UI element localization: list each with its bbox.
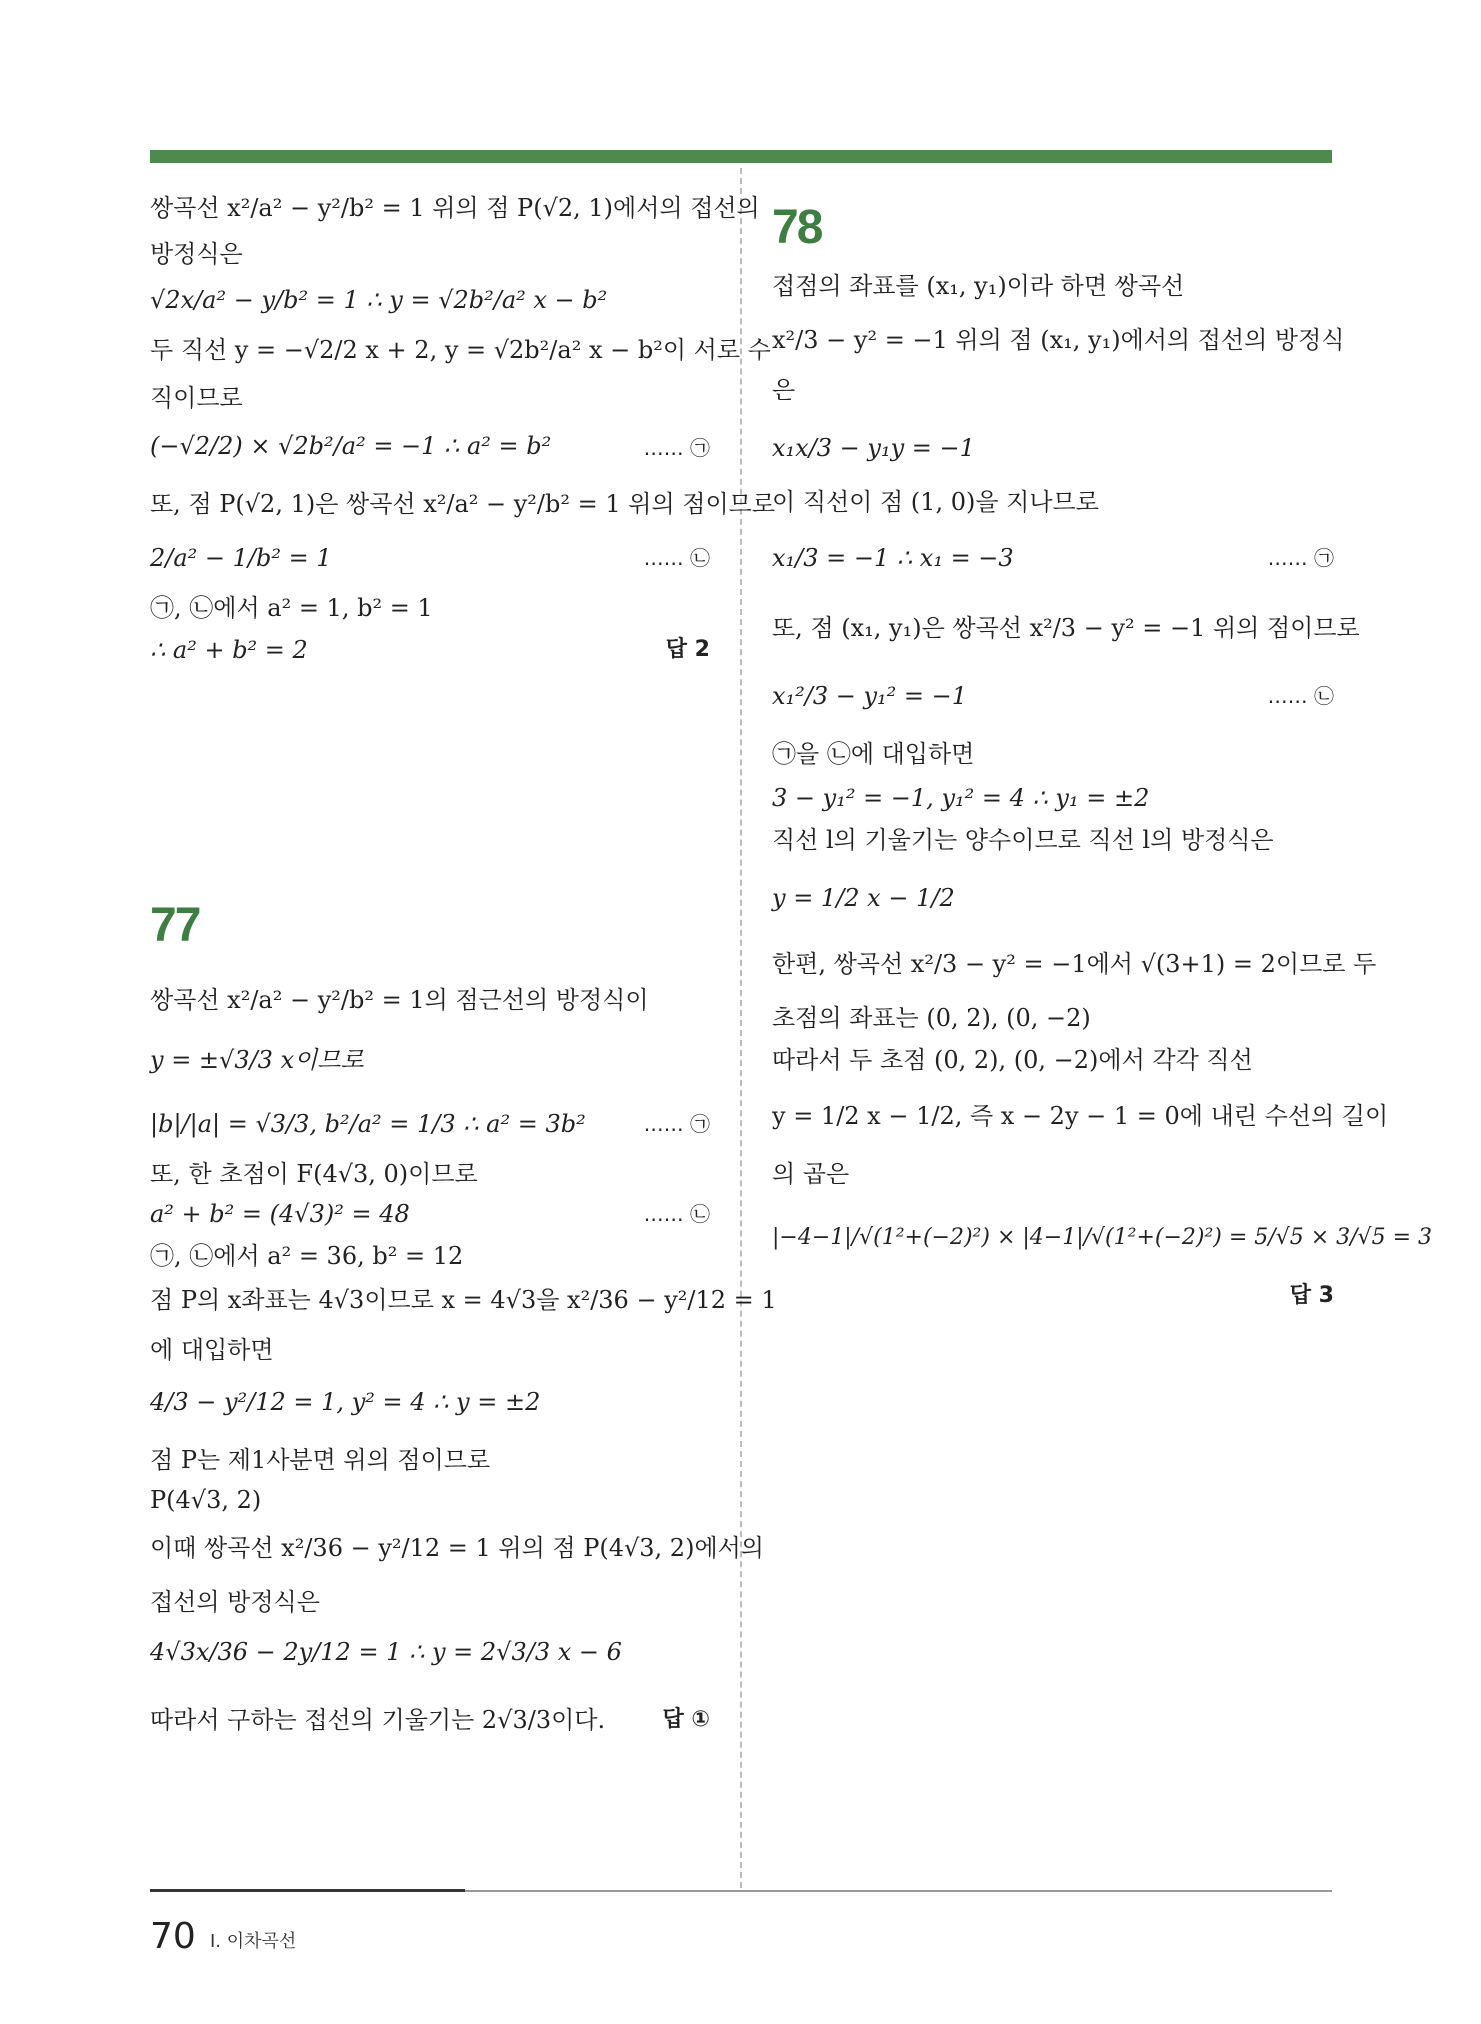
solution-line: x₁x/3 − y₁y = −1 [772,434,975,462]
solution-line: 2/a² − 1/b² = 1 [150,544,332,572]
solution-line: a² + b² = (4√3)² = 48 [150,1200,410,1228]
solution-line: |b|/|a| = √3/3, b²/a² = 1/3 ∴ a² = 3b² [150,1110,586,1138]
solution-line: ㉠을 ㉡에 대입하면 [772,740,975,768]
solution-line: 점 P는 제1사분면 위의 점이므로 [150,1446,491,1474]
answer-label: 답 2 [665,637,710,662]
solution-line: 초점의 좌표는 (0, 2), (0, −2) [772,1004,1091,1032]
solution-line: 이때 쌍곡선 x²/36 − y²/12 = 1 위의 점 P(4√3, 2)에서의 [150,1534,764,1562]
solution-line: 4/3 − y²/12 = 1, y² = 4 ∴ y = ±2 [150,1388,541,1416]
solution-line: x²/3 − y² = −1 위의 점 (x₁, y₁)에서의 접선의 방정식 [772,326,1345,354]
solution-line: 따라서 두 초점 (0, 2), (0, −2)에서 각각 직선 [772,1046,1253,1074]
solution-line: 점 P의 x좌표는 4√3이므로 x = 4√3을 x²/36 − y²/12 = 1 [150,1286,777,1314]
equation-tag: …… ㉡ [643,1202,710,1226]
solution-line: 접선의 방정식은 [150,1588,320,1616]
solution-line: 직이므로 [150,384,243,412]
header-accent-bar [150,150,1332,163]
footer-rule-accent [150,1889,465,1892]
solution-line: y = ±√3/3 x이므로 [150,1046,364,1074]
solution-line: 이 직선이 점 (1, 0)을 지나므로 [772,488,1099,516]
equation-tag: …… ㉠ [643,436,710,460]
solution-line: 방정식은 [150,240,243,268]
solution-line: √2x/a² − y/b² = 1 ∴ y = √2b²/a² x − b² [150,286,608,314]
solution-line: 직선 l의 기울기는 양수이므로 직선 l의 방정식은 [772,826,1274,854]
equation-tag: …… ㉡ [1267,684,1334,708]
solution-line: 의 곱은 [772,1160,850,1188]
solution-line: P(4√3, 2) [150,1486,262,1514]
problem-number: 77 [150,899,200,952]
solution-line: 또, 점 P(√2, 1)은 쌍곡선 x²/a² − y²/b² = 1 위의 점이므로 [150,490,776,518]
solution-line: ∴ a² + b² = 2 [150,636,308,664]
solution-line: 은 [772,376,796,404]
problem-number: 78 [772,201,822,254]
solution-line: 쌍곡선 x²/a² − y²/b² = 1의 점근선의 방정식이 [150,986,649,1014]
solution-line: 또, 한 초점이 F(4√3, 0)이므로 [150,1160,478,1188]
solution-line: 접점의 좌표를 (x₁, y₁)이라 하면 쌍곡선 [772,272,1185,300]
solution-line: 두 직선 y = −√2/2 x + 2, y = √2b²/a² x − b²이 서로 수 [150,336,771,364]
solution-line: |−4−1|/√(1²+(−2)²) × |4−1|/√(1²+(−2)²) = 5/√5 × 3/√5 = 3 [772,1225,1432,1250]
solution-line: y = 1/2 x − 1/2, 즉 x − 2y − 1 = 0에 내린 수선의 길이 [772,1102,1389,1130]
solution-line: 에 대입하면 [150,1336,274,1364]
solution-line: ㉠, ㉡에서 a² = 1, b² = 1 [150,594,433,622]
solution-line: 쌍곡선 x²/a² − y²/b² = 1 위의 점 P(√2, 1)에서의 접선의 [150,194,760,222]
equation-tag: …… ㉡ [643,546,710,570]
page-number: 70 [150,1916,196,1957]
solution-line: ㉠, ㉡에서 a² = 36, b² = 12 [150,1242,464,1270]
solution-line: 4√3x/36 − 2y/12 = 1 ∴ y = 2√3/3 x − 6 [150,1638,622,1666]
equation-tag: …… ㉠ [1267,546,1334,570]
solution-line: x₁²/3 − y₁² = −1 [772,682,968,710]
solution-line: y = 1/2 x − 1/2 [772,884,955,912]
equation-tag: …… ㉠ [643,1112,710,1136]
solution-line: x₁/3 = −1 ∴ x₁ = −3 [772,544,1014,572]
solution-line: 또, 점 (x₁, y₁)은 쌍곡선 x²/3 − y² = −1 위의 점이므로 [772,614,1360,642]
column-divider [740,168,742,1888]
solution-line: 한편, 쌍곡선 x²/3 − y² = −1에서 √(3+1) = 2이므로 두 [772,950,1377,978]
answer-label: 답 ① [662,1707,710,1732]
solution-line: 3 − y₁² = −1, y₁² = 4 ∴ y₁ = ±2 [772,784,1150,812]
solution-line: 따라서 구하는 접선의 기울기는 2√3/3이다. [150,1706,606,1734]
solution-line: (−√2/2) × √2b²/a² = −1 ∴ a² = b² [150,432,552,460]
answer-label: 답 3 [1289,1283,1334,1308]
chapter-title: Ⅰ. 이차곡선 [210,1931,297,1952]
